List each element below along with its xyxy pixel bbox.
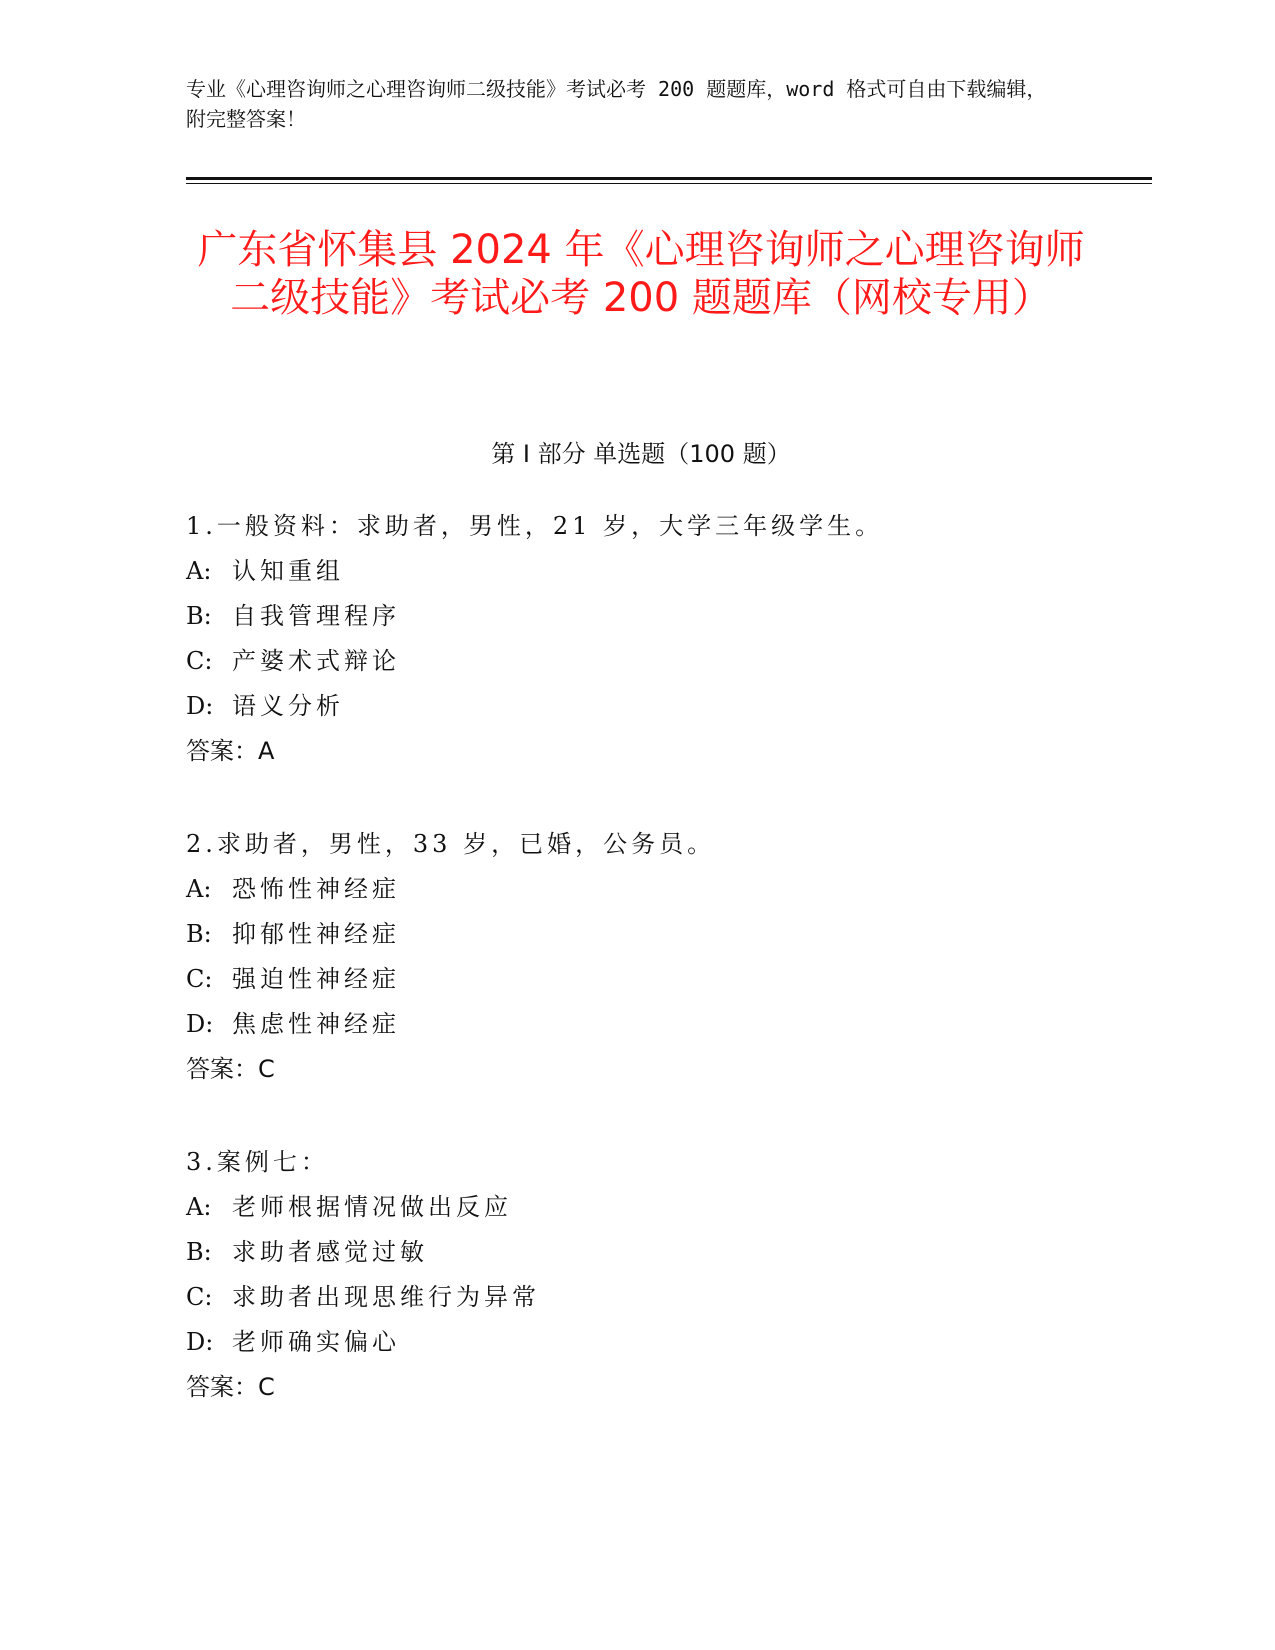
- option-d: [186, 1008, 1086, 1053]
- question-1: [186, 510, 1086, 780]
- option-a: [186, 873, 1086, 918]
- option-b: [186, 600, 1086, 645]
- option-c: [186, 963, 1086, 1008]
- option-key: D:: [186, 1010, 214, 1038]
- option-text: 求助者感觉过敏: [232, 1238, 428, 1266]
- section-title: 第 I 部分 单选题（100 题）: [491, 440, 791, 468]
- option-key: A:: [186, 557, 212, 585]
- option-text: 求助者出现思维行为异常: [232, 1283, 540, 1311]
- option-key: B:: [186, 1238, 212, 1266]
- option-key: B:: [186, 920, 212, 948]
- answer-text: 答案：C: [186, 1055, 275, 1083]
- option-text: 抑郁性神经症: [232, 920, 400, 948]
- option-text: 老师根据情况做出反应: [232, 1193, 512, 1221]
- option-key: B:: [186, 602, 212, 630]
- option-a: [186, 1191, 1086, 1236]
- option-text: 焦虑性神经症: [232, 1010, 400, 1038]
- option-b: [186, 1236, 1086, 1281]
- header-divider-thin: [186, 183, 1152, 184]
- option-text: 认知重组: [232, 557, 344, 585]
- option-key: D:: [186, 692, 214, 720]
- header-note: 专业《心理咨询师之心理咨询师二级技能》考试必考 200 题题库，word 格式可自由下载编辑，附完整答案！: [186, 77, 1047, 131]
- option-d: [186, 1326, 1086, 1371]
- option-text: 老师确实偏心: [232, 1328, 400, 1356]
- option-c: [186, 1281, 1086, 1326]
- answer-text: 答案：A: [186, 737, 275, 765]
- option-a: [186, 555, 1086, 600]
- option-key: D:: [186, 1328, 214, 1356]
- option-text: 语义分析: [232, 692, 344, 720]
- question-stem: 1.一般资料：求助者，男性，21 岁，大学三年级学生。: [186, 512, 884, 540]
- document-title: 广东省怀集县 2024 年《心理咨询师之心理咨询师二级技能》考试必考 200 题题库（网校专用）: [197, 227, 1085, 321]
- question-2: [186, 828, 1086, 1098]
- option-key: A:: [186, 875, 212, 903]
- question-3: [186, 1146, 1086, 1416]
- option-b: [186, 918, 1086, 963]
- option-key: A:: [186, 1193, 212, 1221]
- answer-text: 答案：C: [186, 1373, 275, 1401]
- option-key: C:: [186, 1283, 213, 1311]
- option-key: C:: [186, 965, 213, 993]
- question-stem: 2.求助者，男性，33 岁，已婚，公务员。: [186, 830, 716, 858]
- option-c: [186, 645, 1086, 690]
- option-d: [186, 690, 1086, 735]
- option-key: C:: [186, 647, 213, 675]
- option-text: 恐怖性神经症: [232, 875, 400, 903]
- option-text: 强迫性神经症: [232, 965, 400, 993]
- option-text: 产婆术式辩论: [232, 647, 400, 675]
- option-text: 自我管理程序: [232, 602, 400, 630]
- header-divider-thick: [186, 177, 1152, 180]
- question-stem: 3.案例七：: [186, 1148, 329, 1176]
